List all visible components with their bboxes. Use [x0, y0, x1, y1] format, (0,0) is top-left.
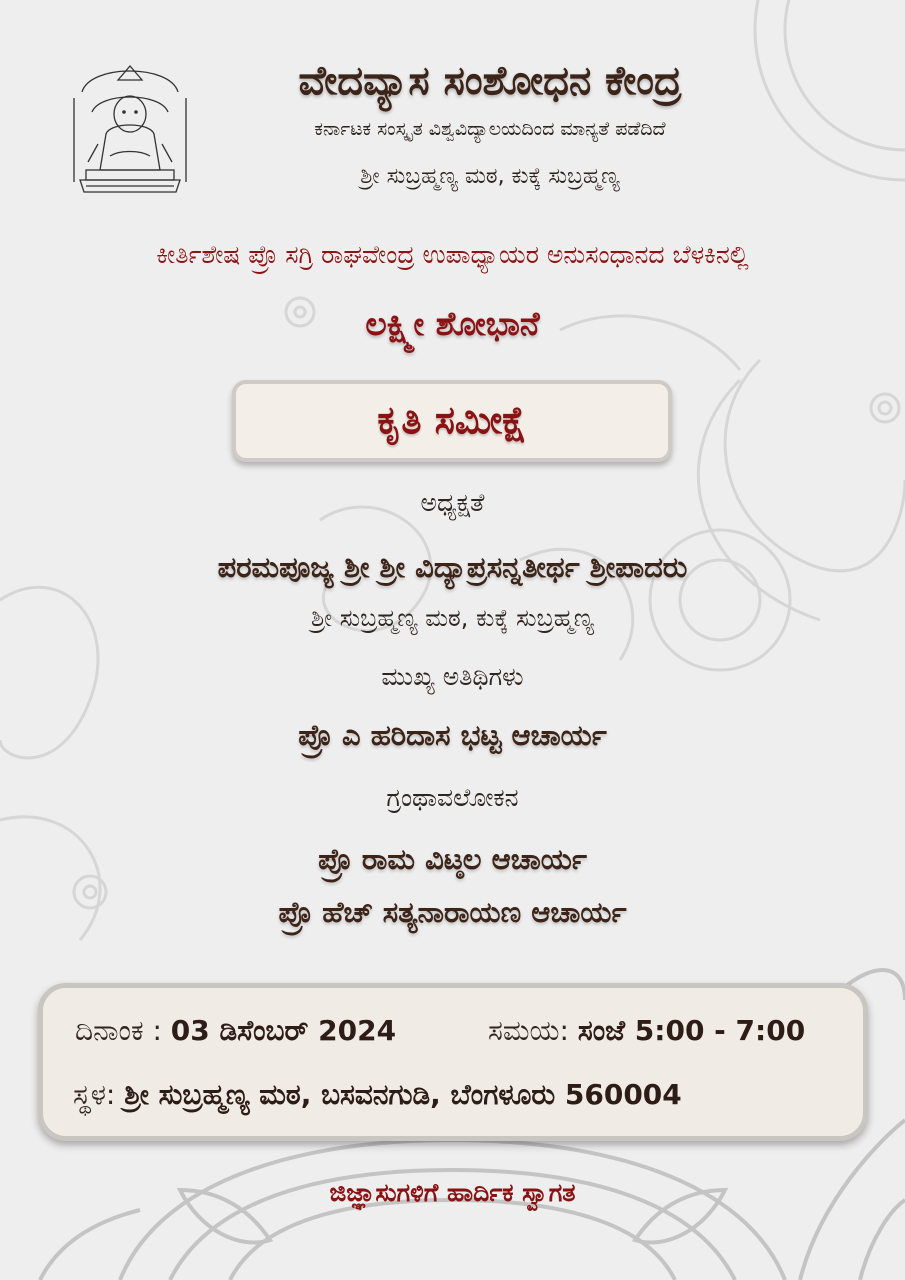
review-label: ಗ್ರಂಥಾವಲೋಕನ — [386, 783, 519, 812]
reviewer-name-2: ಪ್ರೊ ಹೆಚ್ ಸತ್ಯನಾರಾಯಣ ಆಚಾರ್ಯ — [278, 895, 627, 929]
date-row — [75, 1014, 396, 1048]
time-row — [488, 1014, 805, 1048]
event-details-box — [38, 983, 868, 1141]
time-label: ಸಮಯ: — [488, 1014, 569, 1047]
reviewer-name-1: ಪ್ರೊ ರಾಮ ವಿಟ್ಠಲ ಆಚಾರ್ಯ — [318, 842, 587, 876]
date-label: ದಿನಾಂಕ : — [75, 1014, 162, 1047]
venue-value: ಶ್ರೀ ಸುಬ್ರಹ್ಮಣ್ಯ ಮಠ, ಬಸವನಗುಡಿ, ಬೆಂಗಳೂರು 560004 — [124, 1078, 682, 1111]
memorial-line: ಕೀರ್ತಿಶೇಷ ಪ್ರೊ ಸಗ್ರಿ ರಾಘವೇಂದ್ರ ಉಪಾಧ್ಯಾಯರ ಅನುಸಂಧಾನದ ಬೆಳಕಿನಲ್ಲಿ — [156, 240, 749, 269]
event-title: ಕೃತಿ ಸಮೀಕ್ಷೆ — [377, 398, 527, 442]
chief-guest-name: ಪ್ರೊ ಎ ಹರಿದಾಸ ಭಟ್ಟ ಆಚಾರ್ಯ — [298, 718, 607, 752]
venue-label: ಸ್ಥಳ: — [73, 1078, 116, 1111]
presidency-name: ಪರಮಪೂಜ್ಯ ಶ್ರೀ ಶ್ರೀ ವಿದ್ಯಾಪ್ರಸನ್ನತೀರ್ಥ ಶ್ರೀಪಾದರು — [217, 550, 688, 584]
event-title-box — [232, 380, 672, 462]
chief-guest-label: ಮುಖ್ಯ ಅತಿಥಿಗಳು — [381, 662, 524, 691]
venue-row — [73, 1078, 682, 1112]
date-value: 03 ಡಿಸೆಂಬರ್ 2024 — [170, 1014, 397, 1047]
math-location: ಶ್ರೀ ಸುಬ್ರಹ್ಮಣ್ಯ ಮಠ, ಕುಕ್ಕೆ ಸುಬ್ರಹ್ಮಣ್ಯ — [360, 164, 620, 189]
presidency-affiliation: ಶ್ರೀ ಸುಬ್ರಹ್ಮಣ್ಯ ಮಠ, ಕುಕ್ಕೆ ಸುಬ್ರಹ್ಮಣ್ಯ — [310, 604, 595, 632]
deity-seal-icon — [70, 52, 190, 202]
org-title: ವೇದವ್ಯಾಸ ಸಂಶೋಧನ ಕೇಂದ್ರ — [298, 58, 682, 104]
series-title: ಲಕ್ಷ್ಮೀ ಶೋಭಾನೆ — [365, 304, 540, 343]
time-value: ಸಂಜೆ 5:00 - 7:00 — [577, 1014, 806, 1047]
presidency-label: ಅಧ್ಯಕ್ಷತೆ — [420, 488, 485, 517]
welcome-message: ಜಿಜ್ಞಾಸುಗಳಿಗೆ ಹಾರ್ದಿಕ ಸ್ವಾಗತ — [329, 1178, 576, 1207]
recognition-text: ಕರ್ನಾಟಕ ಸಂಸ್ಕೃತ ವಿಶ್ವವಿದ್ಯಾಲಯದಿಂದ ಮಾನ್ಯತೆ ಪಡೆದಿದೆ — [314, 118, 666, 140]
